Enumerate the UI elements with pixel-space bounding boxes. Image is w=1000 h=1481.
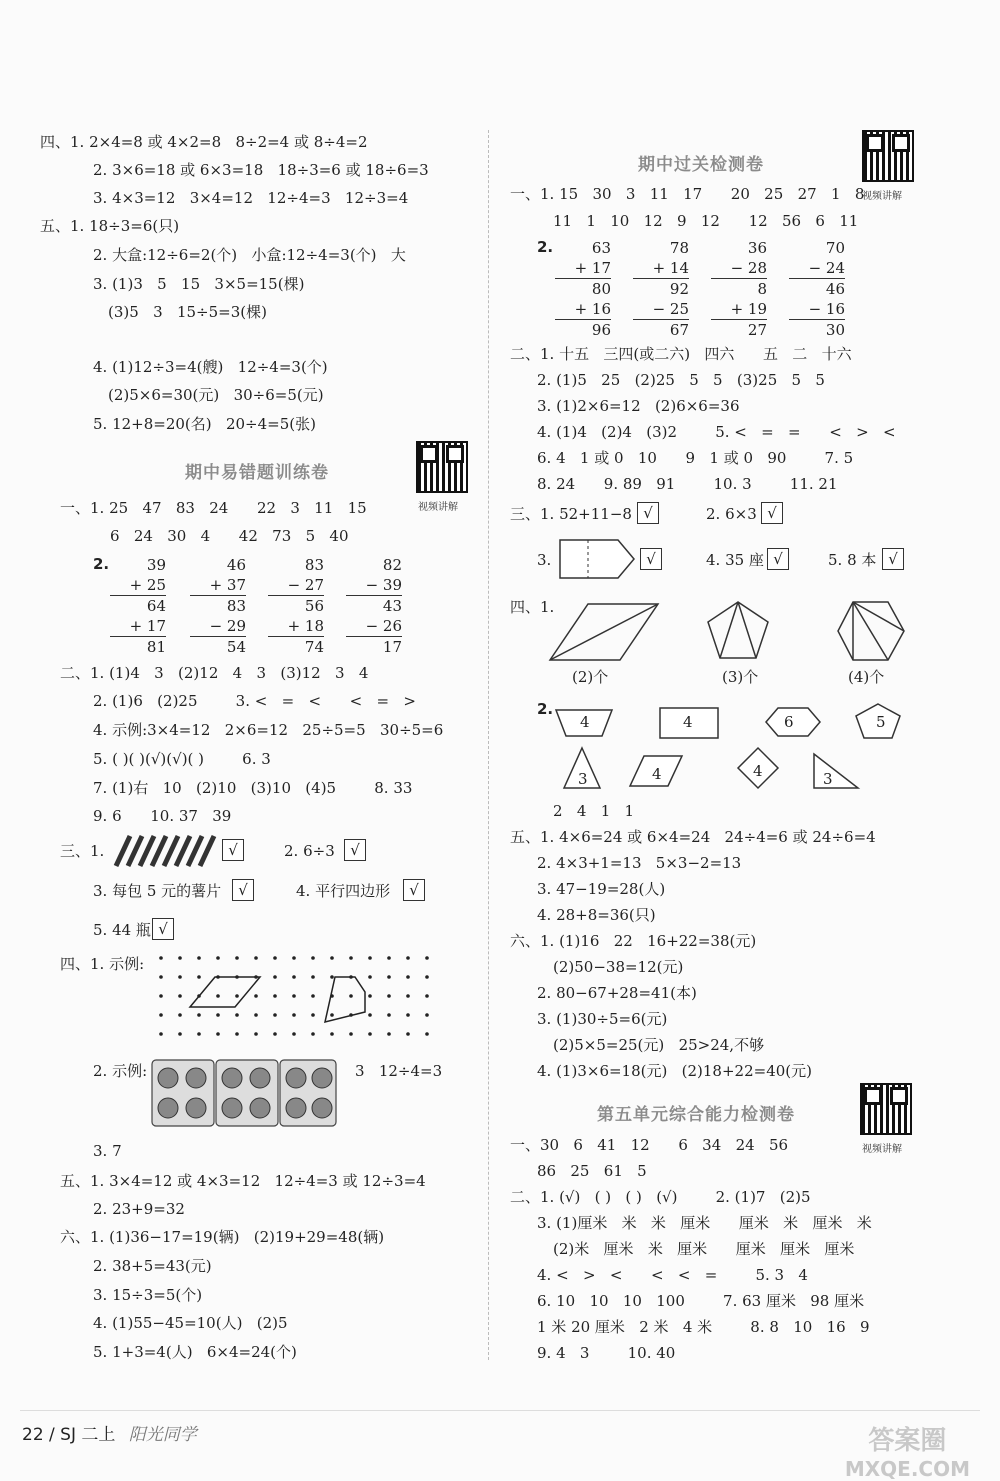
grid-dot (349, 1032, 353, 1036)
grid-dot (311, 994, 315, 998)
grid-dot (292, 956, 296, 960)
vertical-calc: 36 − 28 8 + 19 27 (711, 238, 767, 340)
grid-dot (197, 956, 201, 960)
vertical-calc: 83 − 27 56 + 18 74 (268, 555, 324, 657)
right-line: 2 4 1 1 (553, 802, 635, 820)
right-line: 4. (1)4 (2)4 (3)2 5. < = = < > < (537, 423, 896, 441)
right-line: 一、1. 15 30 3 11 17 20 25 27 1 8 (510, 185, 865, 203)
left-line: 2. 23+9=32 (93, 1200, 185, 1218)
grid-dot (311, 975, 315, 979)
grid-dot (159, 1013, 163, 1017)
grid-dot (159, 1032, 163, 1036)
right-line: 2. (1)5 25 (2)25 5 5 (3)25 5 5 (537, 371, 825, 389)
right-line: 三、1. 52+11−8 (510, 505, 632, 523)
left-line: 2. 6÷3 (284, 842, 335, 860)
right-line: 2. 6×3 (706, 505, 757, 523)
qr-code-icon[interactable] (862, 130, 914, 182)
grid-dot (216, 1032, 220, 1036)
checkbox: √ (403, 879, 425, 901)
grid-dot (368, 994, 372, 998)
grid-dot (387, 1032, 391, 1036)
grid-dot (273, 1013, 277, 1017)
grid-dot (330, 1032, 334, 1036)
left-line: 2. 38+5=43(元) (93, 1257, 212, 1275)
left-line: 9. 6 10. 37 39 (93, 807, 232, 825)
vertical-calc: 63 + 17 80 + 16 96 (555, 238, 611, 340)
grid-dot (273, 1032, 277, 1036)
grid-dot (406, 956, 410, 960)
right-line: 6. 10 10 10 100 7. 63 厘米 98 厘米 (537, 1292, 865, 1310)
grid-dot (425, 994, 429, 998)
figure-caption: (2)个 (572, 668, 609, 686)
left-line: 6 24 30 4 42 73 5 40 (110, 527, 349, 545)
qr-caption: 视频讲解 (862, 191, 902, 202)
grid-dot (273, 994, 277, 998)
shape-number: 3 (578, 770, 588, 788)
left-line: 3 12÷4=3 (355, 1062, 443, 1080)
grid-dot (349, 994, 353, 998)
right-line: 六、1. (1)16 22 16+22=38(元) (510, 932, 757, 950)
shape-number: 5 (876, 713, 886, 731)
right-line: 3. (1)厘米 米 米 厘米 厘米 米 厘米 米 (537, 1214, 872, 1232)
right-line: 11 1 10 12 9 12 12 56 6 11 (553, 212, 859, 230)
left-line: 3. (1)3 5 15 3×5=15(棵) (93, 275, 305, 293)
grid-dot (387, 956, 391, 960)
right-line: 3. 47−19=28(人) (537, 880, 666, 898)
grid-dot (368, 956, 372, 960)
right-line: 2. 80−67+28=41(本) (537, 984, 697, 1002)
grid-dot (273, 956, 277, 960)
right-line: (2)5×5=25(元) 25>24,不够 (553, 1036, 765, 1054)
vertical-calc: 39 + 25 64 + 17 81 (110, 555, 166, 657)
page-footer (22, 1420, 197, 1445)
left-line: 5. ( )( )(√)(√)( ) 6. 3 (93, 750, 271, 768)
left-line: 六、1. (1)36−17=19(辆) (2)19+29=48(辆) (60, 1228, 385, 1246)
section-title: 期中易错题训练卷 (185, 463, 329, 483)
vertical-calc: 70 − 24 46 − 16 30 (789, 238, 845, 340)
sticks-picture (110, 834, 220, 868)
right-line: 3. (537, 551, 552, 569)
left-line: 5. 44 瓶 (93, 921, 151, 939)
grid-dot (406, 1032, 410, 1036)
right-line: (2)米 厘米 米 厘米 厘米 厘米 厘米 (553, 1240, 855, 1258)
qr-caption: 视频讲解 (418, 502, 458, 513)
grid-dot (235, 1032, 239, 1036)
left-line: 4. 示例:3×4=12 2×6=12 25÷5=5 30÷5=6 (93, 721, 444, 739)
grid-dot (254, 956, 258, 960)
grid-dot (368, 975, 372, 979)
grid-dot (406, 1013, 410, 1017)
checkbox: √ (232, 879, 254, 901)
right-line: 4. < > < < < = 5. 3 4 (537, 1266, 808, 1284)
left-line: 四、1. 2×4=8 或 4×2=8 8÷2=4 或 8÷4=2 (40, 133, 368, 151)
left-line: 3. 15÷3=5(个) (93, 1286, 203, 1304)
checkbox: √ (152, 918, 174, 940)
right-line: 四、1. (510, 598, 555, 616)
grid-dot (425, 956, 429, 960)
left-line: 二、1. (1)4 3 (2)12 4 3 (3)12 3 4 (60, 664, 369, 682)
right-line: 4. (1)3×6=18(元) (2)18+22=40(元) (537, 1062, 812, 1080)
right-line: 4. 28+8=36(只) (537, 906, 656, 924)
shape-number: 4 (753, 762, 763, 780)
pencil-shape (558, 538, 638, 580)
shape-number: 4 (580, 713, 590, 731)
shape-number: 4 (683, 713, 693, 731)
grid-dot (292, 994, 296, 998)
left-line: (3)5 3 15÷5=3(棵) (108, 303, 267, 321)
grid-dot (425, 1013, 429, 1017)
right-line: 9. 4 3 10. 40 (537, 1344, 676, 1362)
left-line: 五、1. 18÷3=6(只) (40, 217, 180, 235)
left-line: 2. 3×6=18 或 6×3=18 18÷3=6 或 18÷6=3 (93, 161, 429, 179)
grid-dot (235, 1013, 239, 1017)
left-line: 2. (1)6 (2)25 3. < = < < = > (93, 692, 416, 710)
left-line: 3. 7 (93, 1142, 122, 1160)
vertical-calc: 46 + 37 83 − 29 54 (190, 555, 246, 657)
page-number: 22 / SJ 二上 (22, 1425, 116, 1445)
right-line: 6. 4 1 或 0 10 9 1 或 0 90 7. 5 (537, 449, 854, 467)
left-line: 五、1. 3×4=12 或 4×3=12 12÷4=3 或 12÷3=4 (60, 1172, 426, 1190)
grid-dot (292, 1013, 296, 1017)
grid-dot (197, 1032, 201, 1036)
grid-dot (387, 1013, 391, 1017)
figure-caption: (3)个 (722, 668, 759, 686)
left-line: 4. 平行四边形 (296, 882, 391, 900)
grid-dot (178, 975, 182, 979)
grid-dot (216, 1013, 220, 1017)
left-line: 7. (1)右 10 (2)10 (3)10 (4)5 8. 33 (93, 779, 413, 797)
grid-dot (330, 1013, 334, 1017)
shape-number: 4 (652, 765, 662, 783)
checkbox: √ (222, 839, 244, 861)
right-line: 二、1. (√) ( ) ( ) (√) 2. (1)7 (2)5 (510, 1188, 811, 1206)
checkbox: √ (882, 548, 904, 570)
checkbox: √ (761, 502, 783, 524)
right-line: 1 米 20 厘米 2 米 4 米 8. 8 10 16 9 (537, 1318, 870, 1336)
watermark: 答案圈 MXQE.COM (844, 1426, 970, 1481)
grid-dot (273, 975, 277, 979)
dot-grid-drawing (155, 952, 440, 1042)
polygon-division-figures (548, 598, 908, 664)
grid-dot (178, 994, 182, 998)
grid-dot (368, 1032, 372, 1036)
grid-dot (197, 975, 201, 979)
grid-dot (235, 994, 239, 998)
grid-dot (235, 956, 239, 960)
shape-number: 6 (784, 713, 794, 731)
grid-dot (368, 1013, 372, 1017)
left-line: 5. 1+3=4(人) 6×4=24(个) (93, 1343, 297, 1361)
right-line: (2)50−38=12(元) (553, 958, 684, 976)
left-line: 2. 示例: (93, 1062, 148, 1080)
left-line: 三、1. (60, 842, 105, 860)
left-line: 3. 4×3=12 3×4=12 12÷4=3 12÷3=4 (93, 189, 409, 207)
grid-dot (406, 975, 410, 979)
figure-caption: (4)个 (848, 668, 885, 686)
right-line: 8. 24 9. 89 91 10. 3 11. 21 (537, 475, 838, 493)
qr-code-icon[interactable] (416, 441, 468, 493)
grid-dot (254, 994, 258, 998)
checkbox: √ (767, 548, 789, 570)
left-line: (2)5×6=30(元) 30÷6=5(元) (108, 386, 324, 404)
right-line: 五、1. 4×6=24 或 6×4=24 24÷4=6 或 24÷6=4 (510, 828, 876, 846)
grid-dot (159, 994, 163, 998)
left-line: 一、1. 25 47 83 24 22 3 11 15 (60, 499, 367, 517)
brand-logo: 阳光同学 (128, 1425, 197, 1445)
shape-number: 3 (823, 770, 833, 788)
left-line: 四、1. 示例: (60, 955, 145, 973)
grid-dot (425, 1032, 429, 1036)
grid-dot (178, 956, 182, 960)
grid-dot (159, 975, 163, 979)
right-line: 二、1. 十五 三四(或二六) 四六 五 二 十六 (510, 345, 852, 363)
apple-groups-picture (150, 1058, 340, 1130)
right-line: 3. (1)2×6=12 (2)6×6=36 (537, 397, 740, 415)
grid-dot (178, 1013, 182, 1017)
grid-dot (292, 1032, 296, 1036)
qr-caption: 视频讲解 (862, 1144, 902, 1155)
grid-dot (387, 994, 391, 998)
calc-label: 2. (537, 238, 554, 256)
left-line: 3. 每包 5 元的薯片 (93, 882, 222, 900)
footer-divider (20, 1410, 980, 1411)
vertical-calc: 82 − 39 43 − 26 17 (346, 555, 402, 657)
grid-dot (178, 1032, 182, 1036)
grid-dot (197, 1013, 201, 1017)
grid-dot (330, 956, 334, 960)
checkbox: √ (344, 839, 366, 861)
grid-dot (216, 956, 220, 960)
section-title: 第五单元综合能力检测卷 (597, 1105, 795, 1125)
section-title: 期中过关检测卷 (638, 155, 764, 175)
column-divider (488, 130, 489, 1360)
left-line: 4. (1)12÷3=4(艘) 12÷4=3(个) (93, 358, 328, 376)
grid-dot (406, 994, 410, 998)
right-line: 4. 35 座 (706, 551, 764, 569)
grid-dot (159, 956, 163, 960)
right-line: 2. 4×3+1=13 5×3−2=13 (537, 854, 742, 872)
grid-dot (216, 994, 220, 998)
checkbox: √ (640, 548, 662, 570)
grid-dot (425, 975, 429, 979)
qr-code-icon[interactable] (860, 1083, 912, 1135)
grid-dot (330, 975, 334, 979)
right-line: 3. (1)30÷5=6(元) (537, 1010, 668, 1028)
grid-dot (387, 975, 391, 979)
right-line: 5. 8 本 (828, 551, 877, 569)
left-line: 2. 大盒:12÷6=2(个) 小盒:12÷4=3(个) 大 (93, 246, 406, 264)
right-line: 2. (537, 700, 554, 718)
grid-dot (254, 1032, 258, 1036)
grid-dot (349, 956, 353, 960)
checkbox: √ (637, 502, 659, 524)
grid-dot (311, 1032, 315, 1036)
grid-dot (311, 956, 315, 960)
shapes-row (548, 700, 908, 796)
grid-dot (292, 975, 296, 979)
right-line: 一、30 6 41 12 6 34 24 56 (510, 1136, 789, 1154)
left-line: 5. 12+8=20(名) 20÷4=5(张) (93, 415, 316, 433)
right-line: 86 25 61 5 (537, 1162, 647, 1180)
grid-dot (254, 1013, 258, 1017)
left-line: 4. (1)55−45=10(人) (2)5 (93, 1314, 288, 1332)
grid-dot (311, 1013, 315, 1017)
calc-label: 2. (93, 555, 110, 573)
vertical-calc: 78 + 14 92 − 25 67 (633, 238, 689, 340)
